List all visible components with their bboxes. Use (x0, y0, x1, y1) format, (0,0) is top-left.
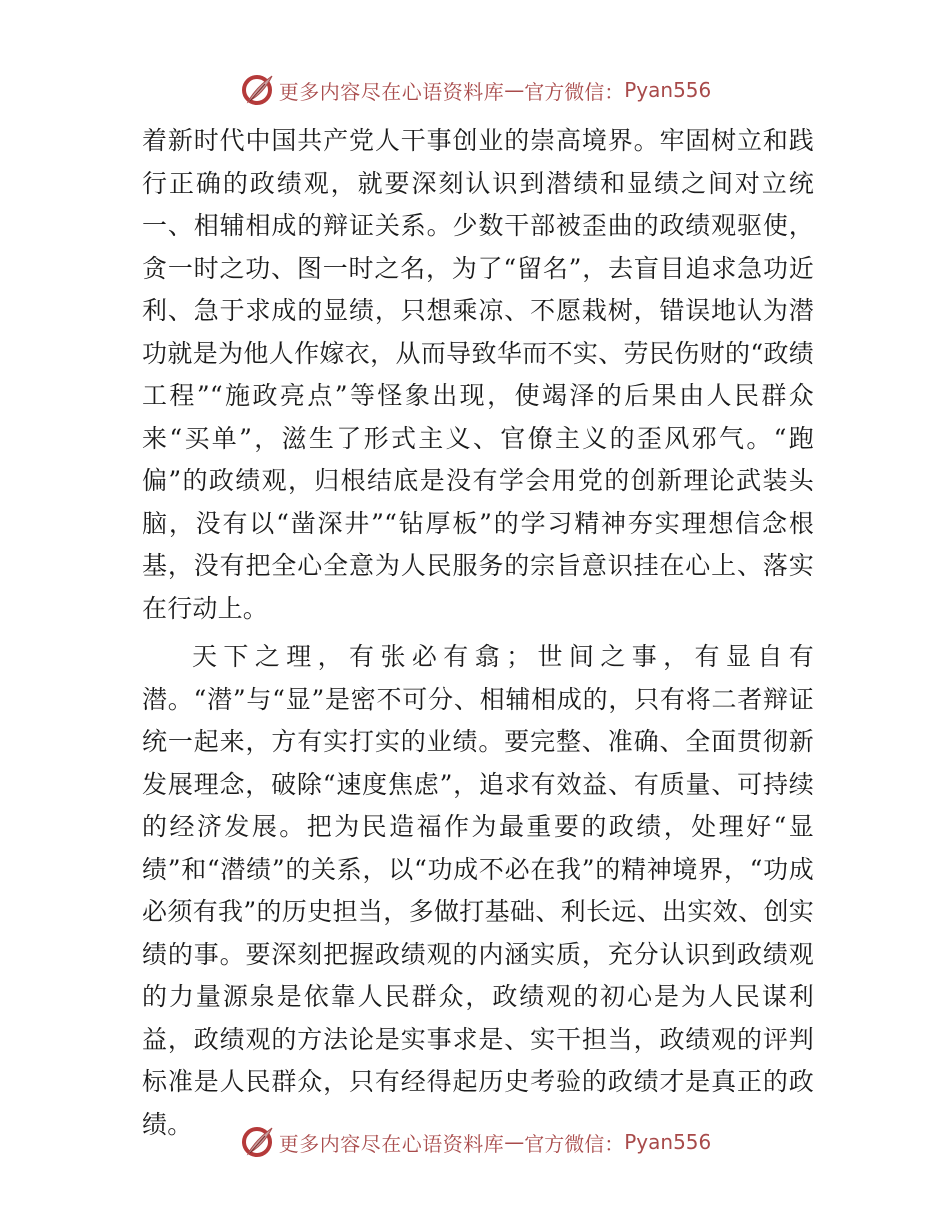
watermark-contact-label: 官方微信： (524, 79, 625, 104)
footer-watermark (0, 1122, 950, 1162)
header-watermark (0, 70, 950, 110)
watermark-contact-value: Pyan556 (624, 1130, 712, 1154)
feather-pen-logo-icon (239, 1124, 275, 1160)
document-body (142, 120, 814, 1146)
feather-pen-logo-icon (239, 72, 275, 108)
watermark-site-name: 更多内容尽在心语资料库 (278, 79, 505, 104)
watermark-dash: — (504, 1130, 525, 1154)
watermark-site-name: 更多内容尽在心语资料库 (278, 1131, 505, 1156)
paragraph-2: 天下之理，有张必有翕；世间之事，有显自有潜。“潜”与“显”是密不可分、相辅相成的，只有将二者辩证统一起来，方有实打实的业绩。要完整、准确、全面贯彻新发展理念，破除“速度焦虑”，追求有效益、有质量、可持续的经济发展。把为民造福作为最重要的政绩，处理好“显绩”和“潜绩”的关系，以“功成不必在我”的精神境界，“功成必须有我”的历史担当，多做打基础、利长远、出实效、创实绩的事。要深刻把握政绩观的内涵实质，充分认识到政绩观的力量源泉是依靠人民群众，政绩观的初心是为人民谋利益，政绩观的方法论是实事求是、实干担当，政绩观的评判标准是人民群众，只有经得起历史考验的政绩才是真正的政绩。 (142, 642, 814, 1139)
watermark-contact-value: Pyan556 (624, 78, 712, 102)
watermark-dash: — (504, 78, 525, 102)
paragraph-1: 着新时代中国共产党人干事创业的崇高境界。牢固树立和践行正确的政绩观，就要深刻认识到潜绩和显绩之间对立统一、相辅相成的辩证关系。少数干部被歪曲的政绩观驱使，贪一时之功、图一时之名，为了“留名”，去盲目追求急功近利、急于求成的显绩，只想乘凉、不愿栽树，错误地认为潜功就是为他人作嫁衣，从而导致华而不实、劳民伤财的“政绩工程”“施政亮点”等怪象出现，使竭泽的后果由人民群众来“买单”，滋生了形式主义、官僚主义的歪风邪气。“跑偏”的政绩观，归根结底是没有学会用党的创新理论武装头脑，没有以“凿深井”“钻厚板”的学习精神夯实理想信念根基，没有把全心全意为人民服务的宗旨意识挂在心上、落实在行动上。 (142, 126, 814, 623)
watermark-contact-label: 官方微信： (524, 1131, 625, 1156)
